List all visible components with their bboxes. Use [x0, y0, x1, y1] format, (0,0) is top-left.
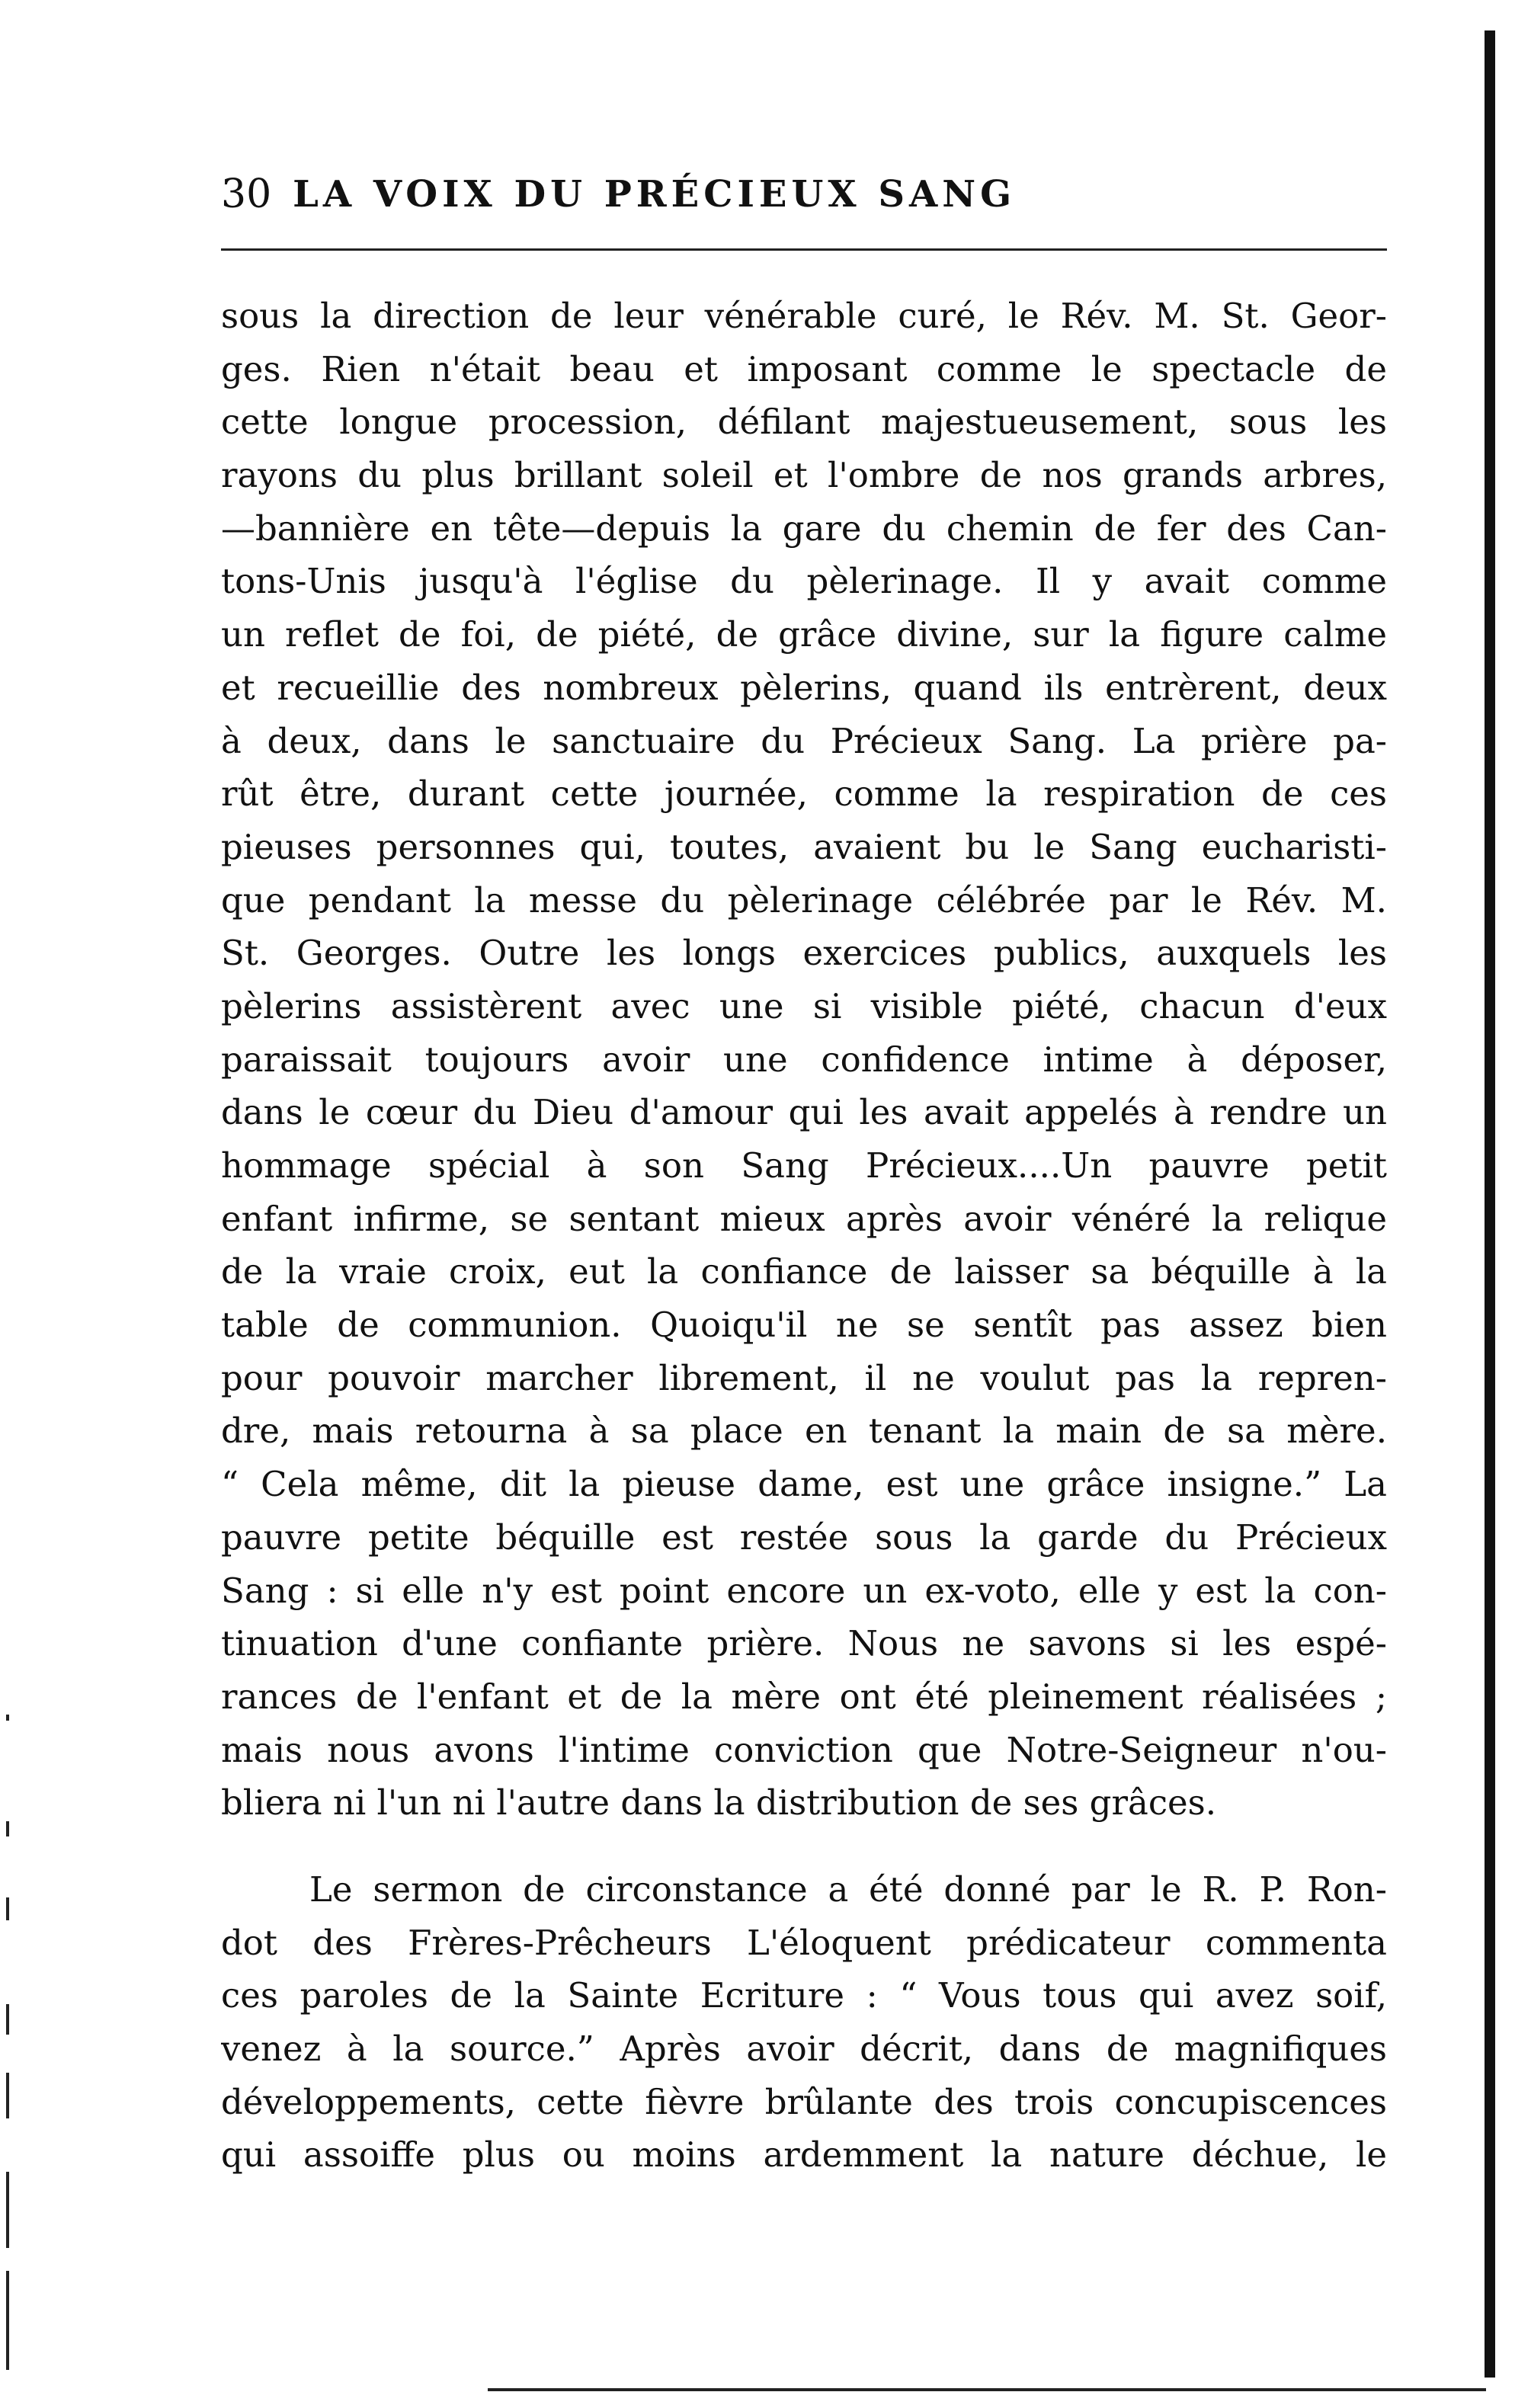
- text-line: Le sermon de circonstance a été donné par le R. P. Ron-: [309, 1868, 1387, 1910]
- text-line: enfant infirme, se sentant mieux après avoir vénéré la relique: [221, 1198, 1387, 1239]
- text-line: Sang : si elle n'y est point encore un ex-voto, elle y est la con-: [221, 1570, 1387, 1611]
- text-line: “ Cela même, dit la pieuse dame, est une grâce insigne.” La: [221, 1464, 1387, 1505]
- text-line: et recueillie des nombreux pèlerins, quand ils entrèrent, deux: [221, 667, 1387, 708]
- text-line: dre, mais retourna à sa place en tenant la main de sa mère.: [221, 1411, 1387, 1452]
- text-line: à deux, dans le sanctuaire du Précieux Sang. La prière pa-: [221, 720, 1387, 761]
- text-line: pour pouvoir marcher librement, il ne voulut pas la repren-: [221, 1357, 1387, 1398]
- text-line: venez à la source.” Après avoir décrit, dans de magnifiques: [221, 2029, 1387, 2069]
- page-number: 30: [221, 171, 272, 217]
- text-line: dot des Frères-Prêcheurs L'éloquent prédicateur commenta: [221, 1922, 1387, 1963]
- text-line: ges. Rien n'était beau et imposant comme le spectacle de: [221, 348, 1387, 389]
- text-line: cette longue procession, défilant majestueusement, sous les: [221, 402, 1387, 443]
- text-line: table de communion. Quoiqu'il ne se sentît pas assez bien: [221, 1305, 1387, 1346]
- scan-edge-bar: [1485, 30, 1495, 2378]
- text-line: bliera ni l'un ni l'autre dans la distribution de ses grâces.: [221, 1782, 1217, 1824]
- text-line: mais nous avons l'intime conviction que Notre-Seigneur n'ou-: [221, 1729, 1387, 1770]
- text-line: pieuses personnes qui, toutes, avaient bu le Sang eucharisti-: [221, 826, 1387, 867]
- text-line: sous la direction de leur vénérable curé, le Rév. M. St. Geor-: [221, 296, 1387, 336]
- text-line: tons-Unis jusqu'à l'église du pèlerinage. Il y avait comme: [221, 561, 1387, 602]
- text-line: de la vraie croix, eut la confiance de laisser sa béquille à la: [221, 1251, 1387, 1292]
- text-line: hommage spécial à son Sang Précieux....Un pauvre petit: [221, 1145, 1387, 1186]
- running-header: [221, 168, 1387, 221]
- text-line: rances de l'enfant et de la mère ont été pleinement réalisées ;: [221, 1676, 1387, 1717]
- header-rule: [221, 248, 1387, 251]
- text-line: qui assoiffe plus ou moins ardemment la nature déchue, le: [221, 2134, 1387, 2176]
- text-line: tinuation d'une confiante prière. Nous ne savons si les espé-: [221, 1623, 1387, 1664]
- scan-bottom-edge: [488, 2388, 1486, 2391]
- text-line: développements, cette fièvre brûlante des trois concupiscences: [221, 2081, 1387, 2122]
- text-line: un reflet de foi, de piété, de grâce divine, sur la figure calme: [221, 614, 1387, 655]
- text-line: paraissait toujours avoir une confidence intime à déposer,: [221, 1039, 1387, 1080]
- text-line: pèlerins assistèrent avec une si visible piété, chacun d'eux: [221, 985, 1387, 1026]
- text-line: ces paroles de la Sainte Ecriture : “ Vous tous qui avez soif,: [221, 1975, 1387, 2016]
- paragraph: [221, 1863, 1387, 2182]
- paragraph: [221, 290, 1387, 1830]
- text-line: que pendant la messe du pèlerinage célébrée par le Rév. M.: [221, 879, 1387, 921]
- text-line: pauvre petite béquille est restée sous la garde du Précieux: [221, 1516, 1387, 1558]
- text-line: rût être, durant cette journée, comme la respiration de ces: [221, 773, 1387, 815]
- text-line: dans le cœur du Dieu d'amour qui les avait appelés à rendre un: [221, 1092, 1387, 1133]
- paragraph-gap: [221, 1830, 1387, 1863]
- text-line: St. Georges. Outre les longs exercices publics, auxquels les: [221, 933, 1387, 974]
- body-text: [221, 290, 1387, 2182]
- text-line: rayons du plus brillant soleil et l'ombre de nos grands arbres,: [221, 455, 1387, 496]
- scan-margin-specks: [6, 1715, 20, 2400]
- text-line: —bannière en tête—depuis la gare du chemin de fer des Can-: [221, 508, 1387, 549]
- running-title: LA VOIX DU PRÉCIEUX SANG: [293, 173, 1017, 216]
